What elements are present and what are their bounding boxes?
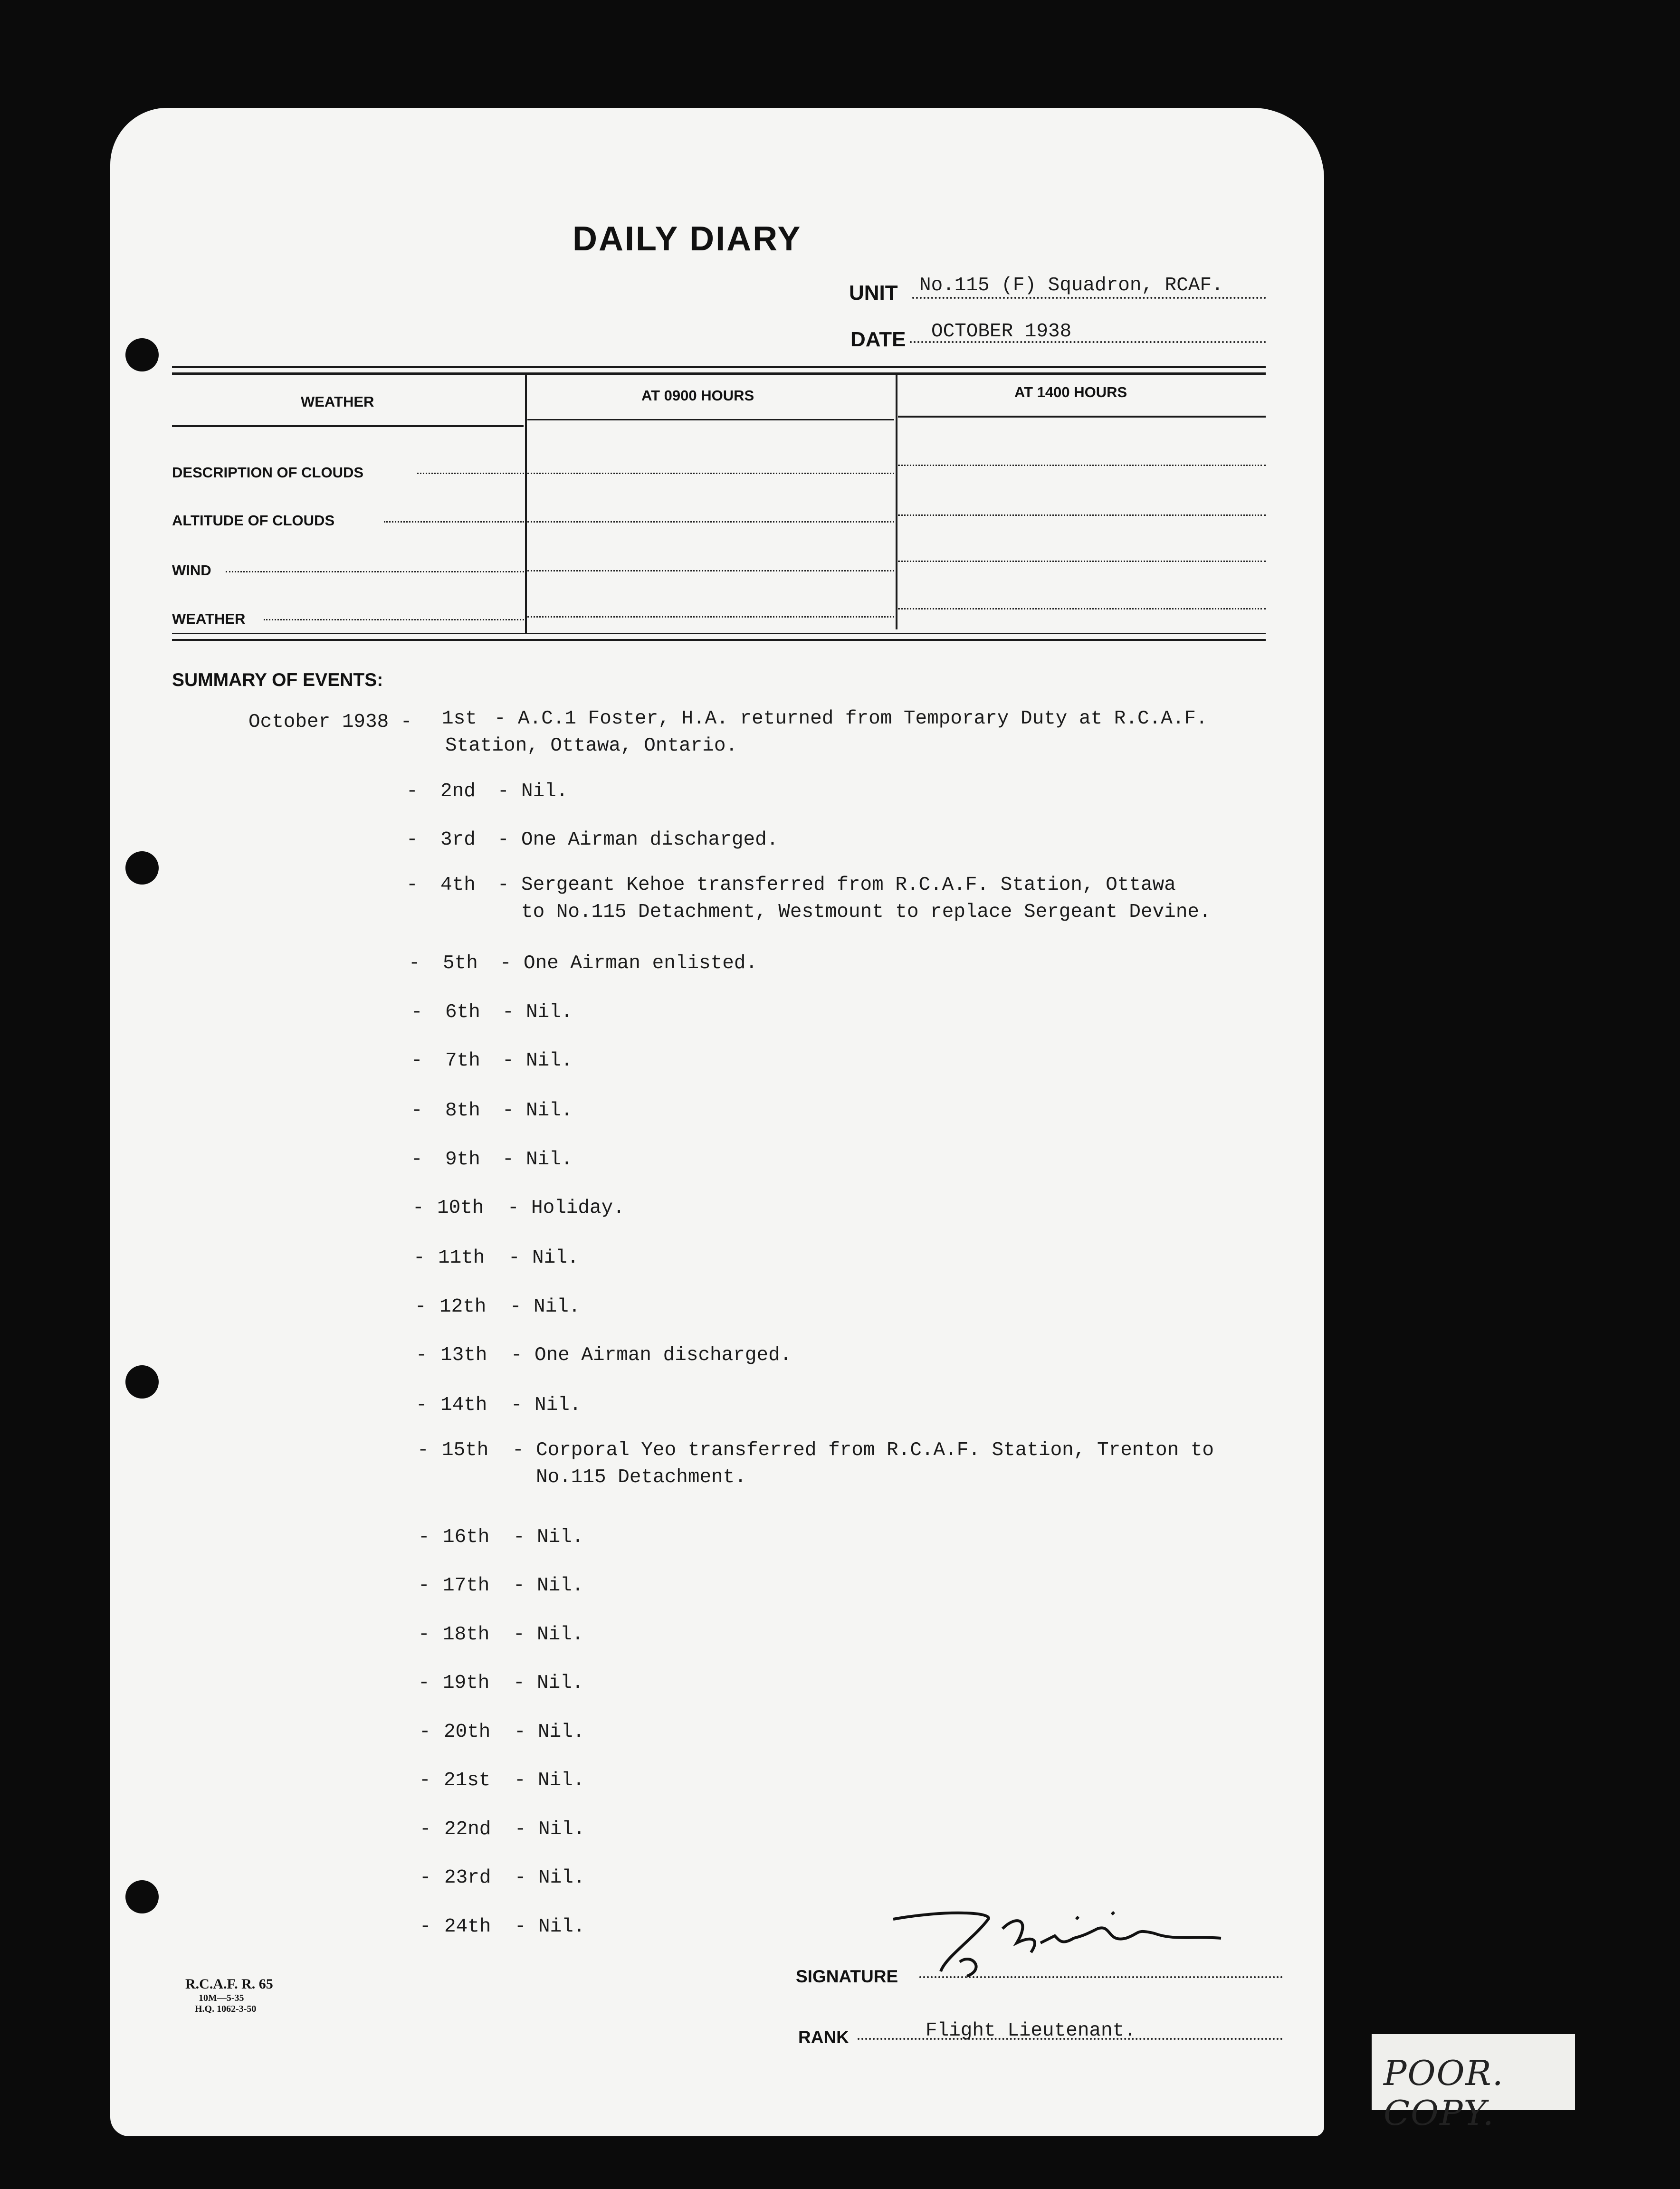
event-separator: - <box>508 1247 520 1269</box>
event-text: Nil. <box>526 1149 573 1171</box>
col-header-1400: AT 1400 HOURS <box>1014 384 1127 400</box>
event-dash: - <box>411 1100 423 1122</box>
event-text-continued: No.115 Detachment. <box>536 1466 746 1488</box>
binder-hole <box>125 851 159 885</box>
event-dash: - <box>420 1867 431 1889</box>
event-separator: - <box>511 1344 523 1366</box>
event-text-continued: Station, Ottawa, Ontario. <box>445 735 738 757</box>
event-day: 24th <box>444 1916 491 1938</box>
diary-page <box>110 108 1324 2136</box>
binder-hole <box>125 338 159 371</box>
row-weather: WEATHER <box>172 610 246 627</box>
event-text: Nil. <box>537 1672 584 1694</box>
signature-handwriting <box>888 1900 1278 1986</box>
event-day: 1st <box>442 708 477 730</box>
event-separator: - <box>513 1624 525 1646</box>
table-divider <box>896 373 897 629</box>
event-dash: - <box>418 1575 430 1597</box>
summary-heading: SUMMARY OF EVENTS: <box>172 670 383 690</box>
event-dash: - <box>406 780 418 802</box>
cell-dots <box>527 616 894 618</box>
event-text: Nil. <box>526 1050 573 1072</box>
event-dash: - <box>412 1197 424 1219</box>
event-dash: - <box>417 1439 429 1461</box>
event-dash: - <box>419 1770 431 1791</box>
event-text: Nil. <box>537 1526 584 1548</box>
event-dash: - <box>418 1672 430 1694</box>
event-separator: - <box>513 1526 525 1548</box>
event-separator: - <box>512 1439 524 1461</box>
event-dash: - <box>419 1721 431 1743</box>
event-day: 14th <box>440 1394 487 1416</box>
event-text: Nil. <box>538 1867 585 1889</box>
form-number-main: R.C.A.F. R. 65 <box>185 1976 273 1992</box>
table-top-rule <box>172 366 1266 368</box>
row-dots <box>417 473 524 474</box>
event-day: 12th <box>439 1296 487 1318</box>
event-text: Corporal Yeo transferred from R.C.A.F. Station, Trenton to <box>536 1439 1214 1461</box>
event-separator: - <box>502 1001 514 1023</box>
rank-value: Flight Lieutenant. <box>926 2020 1136 2042</box>
event-dash: - <box>420 1818 431 1840</box>
binder-hole <box>125 1365 159 1399</box>
event-text: Sergeant Kehoe transferred from R.C.A.F. Station, Ottawa <box>521 874 1176 896</box>
event-day: 3rd <box>440 829 476 851</box>
event-separator: - <box>497 780 509 802</box>
cell-dots <box>898 465 1266 466</box>
event-text: Nil. <box>538 1818 585 1840</box>
event-dash: - <box>416 1344 428 1366</box>
event-dash: - <box>411 1001 423 1023</box>
event-dash: - <box>406 874 418 896</box>
event-text: Nil. <box>526 1100 573 1122</box>
event-dash: - <box>413 1247 425 1269</box>
col-header-weather: WEATHER <box>301 393 374 410</box>
date-value: OCTOBER 1938 <box>931 321 1072 343</box>
event-day: 21st <box>444 1770 491 1791</box>
event-day: 5th <box>443 952 478 974</box>
event-text: Nil. <box>532 1247 579 1269</box>
poor-copy-stamp <box>1372 2034 1575 2133</box>
cell-dots <box>527 473 894 474</box>
event-dash: - <box>409 952 420 974</box>
table-bottom-rule-2 <box>172 639 1266 641</box>
summary-month: October 1938 - <box>248 711 412 733</box>
event-separator: - <box>502 1149 514 1171</box>
event-day: 11th <box>438 1247 485 1269</box>
event-dash: - <box>406 829 418 851</box>
row-dots <box>384 521 524 523</box>
event-text: Nil. <box>538 1770 585 1791</box>
event-text: Nil. <box>537 1624 584 1646</box>
event-separator: - <box>514 1721 526 1743</box>
event-day: 22nd <box>444 1818 491 1840</box>
page-title: DAILY DIARY <box>573 220 802 258</box>
cell-dots <box>898 514 1266 516</box>
event-separator: - <box>502 1100 514 1122</box>
event-separator: - <box>515 1818 526 1840</box>
event-text: One Airman discharged. <box>535 1344 792 1366</box>
event-dash: - <box>415 1296 427 1318</box>
event-text: Nil. <box>534 1296 581 1318</box>
signature-label: SIGNATURE <box>796 1967 898 1986</box>
unit-value: No.115 (F) Squadron, RCAF. <box>919 275 1223 296</box>
form-hq-ref: H.Q. 1062-3-50 <box>195 2003 257 2014</box>
event-text: Nil. <box>538 1721 585 1743</box>
binder-hole <box>125 1880 159 1913</box>
unit-label: UNIT <box>849 281 898 305</box>
header-underline <box>172 425 524 427</box>
event-separator: - <box>511 1394 523 1416</box>
table-top-rule-2 <box>172 372 1266 375</box>
form-print-run: 10M—5-35 <box>199 1992 244 2003</box>
event-separator: - <box>513 1575 525 1597</box>
event-day: 15th <box>442 1439 489 1461</box>
event-day: 8th <box>445 1100 480 1122</box>
event-day: 16th <box>443 1526 490 1548</box>
event-separator: - <box>515 1867 526 1889</box>
event-day: 2nd <box>440 780 476 802</box>
event-text: Nil. <box>526 1001 573 1023</box>
event-separator: - <box>510 1296 522 1318</box>
table-divider <box>525 375 527 634</box>
event-separator: - <box>497 874 509 896</box>
event-text: Holiday. <box>531 1197 625 1219</box>
event-dash: - <box>420 1916 431 1938</box>
event-separator: - <box>502 1050 514 1072</box>
unit-dotted-line <box>912 297 1266 299</box>
cell-dots <box>527 521 894 523</box>
event-separator: - <box>497 829 509 851</box>
event-text: One Airman discharged. <box>521 829 779 851</box>
header-underline <box>527 419 894 420</box>
event-text: Nil. <box>521 780 568 802</box>
col-header-0900: AT 0900 HOURS <box>641 387 754 404</box>
event-day: 20th <box>444 1721 491 1743</box>
row-wind: WIND <box>172 562 211 579</box>
cell-dots <box>898 608 1266 609</box>
row-altitude-of-clouds: ALTITUDE OF CLOUDS <box>172 512 335 529</box>
event-dash: - <box>418 1526 430 1548</box>
event-dash: - <box>418 1624 430 1646</box>
row-dots <box>264 619 524 620</box>
event-text: A.C.1 Foster, H.A. returned from Temporary Duty at R.C.A.F. <box>518 708 1208 730</box>
event-text: Nil. <box>535 1394 582 1416</box>
event-day: 17th <box>443 1575 490 1597</box>
row-description-of-clouds: DESCRIPTION OF CLOUDS <box>172 464 364 481</box>
event-day: 9th <box>445 1149 480 1171</box>
event-day: 19th <box>443 1672 490 1694</box>
form-number <box>185 1976 273 2015</box>
event-day: 13th <box>440 1344 487 1366</box>
header-underline <box>898 416 1266 418</box>
cell-dots <box>527 570 894 571</box>
event-separator: - <box>514 1770 526 1791</box>
event-day: 18th <box>443 1624 490 1646</box>
event-dash: - <box>416 1394 428 1416</box>
event-day: 4th <box>440 874 476 896</box>
event-separator: - <box>513 1672 525 1694</box>
event-text: Nil. <box>537 1575 584 1597</box>
rank-label: RANK <box>798 2027 849 2047</box>
cell-dots <box>898 561 1266 562</box>
event-separator: - <box>494 708 506 730</box>
event-day: 10th <box>437 1197 484 1219</box>
event-day: 23rd <box>444 1867 491 1889</box>
stamp-text: POOR. COPY. <box>1384 2053 1504 2133</box>
event-day: 6th <box>445 1001 480 1023</box>
event-separator: - <box>500 952 512 974</box>
event-separator: - <box>507 1197 519 1219</box>
table-bottom-rule <box>172 633 1266 634</box>
event-dash: - <box>411 1050 423 1072</box>
event-dash: - <box>411 1149 423 1171</box>
event-text-continued: to No.115 Detachment, Westmount to replace Sergeant Devine. <box>521 901 1211 923</box>
event-text: One Airman enlisted. <box>524 952 758 974</box>
row-dots <box>226 571 524 572</box>
event-day: 7th <box>445 1050 480 1072</box>
date-label: DATE <box>850 328 906 351</box>
event-text: Nil. <box>538 1916 585 1938</box>
event-separator: - <box>515 1916 526 1938</box>
